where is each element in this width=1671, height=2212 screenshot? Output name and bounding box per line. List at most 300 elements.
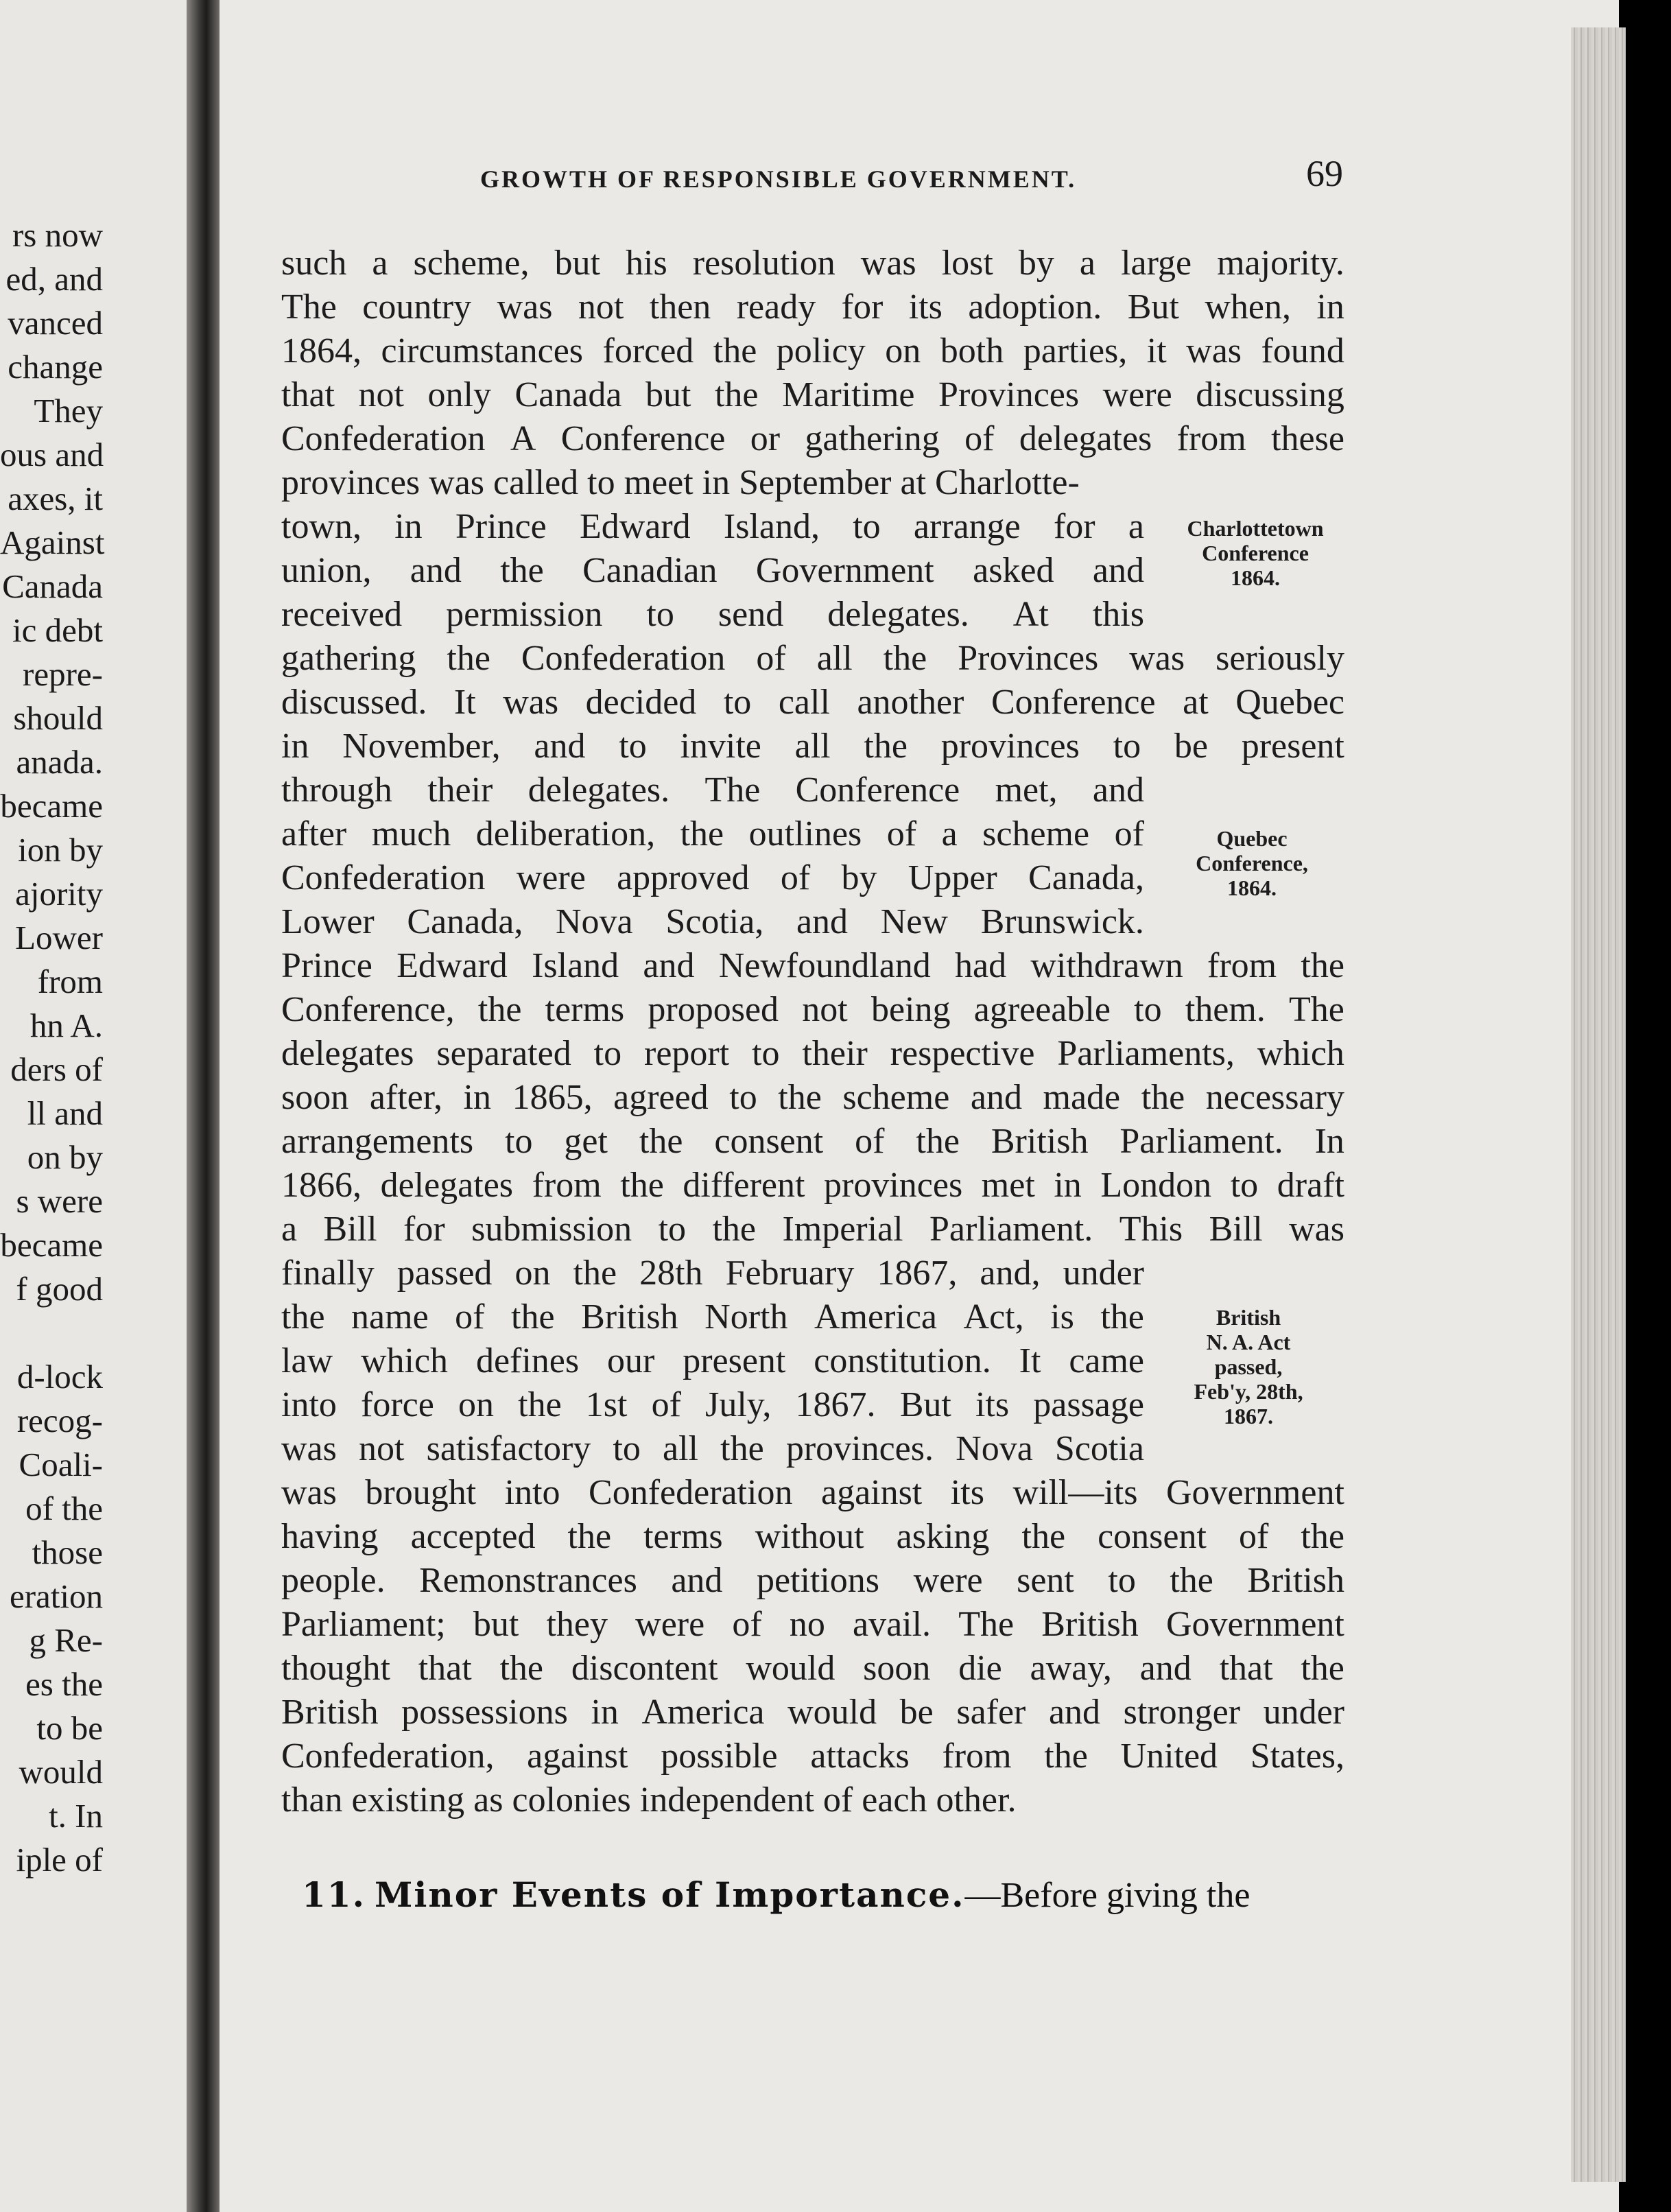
word: possible — [661, 1737, 778, 1776]
word: provinces — [940, 727, 1080, 766]
word: 28th — [639, 1254, 703, 1293]
left-page-line: to be — [36, 1709, 103, 1747]
left-page-line: became — [0, 787, 103, 825]
word: ready — [736, 287, 816, 327]
word: which — [1257, 1034, 1344, 1073]
word: of — [1239, 1517, 1269, 1556]
word: and — [1139, 1649, 1192, 1688]
word: Provinces — [958, 639, 1099, 678]
word: a — [281, 1210, 298, 1249]
body-line — [281, 508, 1144, 546]
left-page-line: ic debt — [12, 611, 103, 649]
word: The — [958, 1605, 1015, 1644]
left-page-fragment — [0, 0, 187, 2212]
word: Government — [1165, 1473, 1344, 1512]
word: seriously — [1216, 639, 1344, 678]
word: to — [646, 595, 674, 634]
margin-note-quebec — [1149, 826, 1355, 900]
word: provinces. — [785, 1429, 934, 1468]
word: to — [505, 1122, 533, 1161]
word: At — [1012, 595, 1049, 634]
word: its — [908, 287, 943, 327]
word: and — [796, 902, 849, 941]
word: Confederation — [281, 419, 486, 458]
word: North — [704, 1297, 788, 1337]
word: much — [371, 814, 451, 854]
word: were — [635, 1605, 705, 1644]
body-line — [281, 1518, 1344, 1556]
word: United — [1120, 1737, 1218, 1776]
word: on — [885, 331, 921, 370]
word: would — [787, 1693, 877, 1732]
word: from — [942, 1737, 1012, 1776]
word: that — [1219, 1649, 1273, 1688]
word: which — [360, 1341, 449, 1380]
word: was — [860, 244, 916, 283]
word: attacks — [810, 1737, 910, 1776]
word: outlines — [748, 814, 862, 854]
word: through — [281, 770, 392, 810]
word: invite — [680, 727, 761, 766]
word: not — [358, 375, 404, 414]
word: Parliament. — [1119, 1122, 1283, 1161]
word: only — [427, 375, 491, 414]
word: the — [1021, 1517, 1066, 1556]
word: Parliaments, — [1057, 1034, 1235, 1073]
word: scheme — [842, 1078, 950, 1117]
word: such — [281, 244, 347, 283]
word: the — [916, 1122, 960, 1161]
margin-note-line: passed, — [1214, 1354, 1283, 1379]
word: on — [458, 1385, 494, 1424]
left-page-line: became — [0, 1226, 103, 1264]
word: Confederation — [281, 858, 486, 897]
word: that — [281, 375, 335, 414]
word: the — [778, 1078, 822, 1117]
word: not — [802, 990, 848, 1029]
word: of — [855, 1122, 885, 1161]
word: Bill — [323, 1210, 377, 1249]
word: stronger — [1123, 1693, 1241, 1732]
word: discontent — [571, 1649, 718, 1688]
word: July, — [705, 1385, 772, 1424]
word: the — [573, 1254, 617, 1293]
body-line — [281, 1166, 1344, 1205]
word: but — [554, 244, 600, 283]
word: of — [964, 419, 995, 458]
word: to — [729, 1078, 757, 1117]
word: the — [518, 1385, 562, 1424]
word: delegates — [1019, 419, 1152, 458]
word: and — [643, 946, 695, 985]
word: In — [1314, 1122, 1344, 1161]
word: in — [463, 1078, 491, 1117]
word: draft — [1277, 1166, 1344, 1205]
word: The — [281, 287, 337, 327]
word: being — [870, 990, 951, 1029]
margin-note-line: Quebec — [1216, 826, 1288, 851]
word: name — [351, 1297, 429, 1337]
word: present — [683, 1341, 786, 1380]
word: our — [606, 1341, 655, 1380]
word: and, — [980, 1254, 1041, 1293]
word: Confederation — [521, 639, 726, 678]
word: satisfactory — [426, 1429, 591, 1468]
body-line — [281, 1210, 1344, 1249]
word: consent — [1098, 1517, 1207, 1556]
word: British — [1041, 1605, 1139, 1644]
word: to — [853, 507, 881, 546]
margin-note-line: Feb'y, 28th, — [1194, 1379, 1303, 1404]
word: Lower — [281, 902, 375, 941]
word: petitions — [756, 1561, 880, 1600]
word: of — [732, 1605, 762, 1644]
word: States, — [1250, 1737, 1344, 1776]
word: lost — [941, 244, 993, 283]
body-line — [281, 1079, 1344, 1117]
word: Confederation — [589, 1473, 793, 1512]
word: It — [1019, 1341, 1041, 1380]
word: was — [281, 1429, 337, 1468]
word: But — [899, 1385, 951, 1424]
margin-note-line: Conference — [1202, 541, 1309, 565]
margin-note-bna-act — [1146, 1305, 1351, 1428]
left-page-line: iple of — [16, 1841, 103, 1879]
word: asked — [973, 551, 1054, 590]
word: under — [1063, 1254, 1144, 1293]
word: was — [503, 683, 559, 722]
word: to — [1108, 1561, 1136, 1600]
left-page-line: ajority — [15, 875, 103, 913]
word: 1866, — [281, 1166, 362, 1205]
word: But — [1127, 287, 1179, 327]
word: were — [913, 1561, 983, 1600]
word: 1864, — [281, 331, 362, 370]
word: parties, — [1023, 331, 1128, 370]
word: passed — [396, 1254, 493, 1293]
section-continuation: —Before giving the — [964, 1876, 1251, 1915]
word: the — [864, 727, 908, 766]
word: the — [720, 1429, 764, 1468]
left-page-line: axes, it — [8, 480, 103, 517]
word: Act, — [963, 1297, 1024, 1337]
word: to — [752, 1034, 780, 1073]
word: had — [955, 946, 1007, 985]
left-page-line: recog- — [16, 1402, 103, 1439]
word: to — [1230, 1166, 1259, 1205]
word: British — [991, 1122, 1089, 1161]
left-page-line: would — [19, 1753, 103, 1791]
word: discussing — [1196, 375, 1344, 414]
body-line — [281, 947, 1344, 985]
word: force — [361, 1385, 434, 1424]
margin-note-line: Conference, — [1196, 851, 1308, 875]
word: met, — [995, 770, 1058, 810]
word: resolution — [692, 244, 836, 283]
word: it — [1146, 331, 1167, 370]
word: Upper — [908, 858, 997, 897]
word: thought — [281, 1649, 390, 1688]
word: to — [613, 1429, 641, 1468]
word: Scotia, — [665, 902, 764, 941]
body-line — [281, 288, 1344, 327]
word: Canada, — [407, 902, 523, 941]
word: all — [816, 639, 853, 678]
word: present — [1241, 727, 1344, 766]
left-page-line: g Re- — [29, 1621, 103, 1659]
word: be — [1174, 727, 1208, 766]
word: permission — [446, 595, 603, 634]
body-line — [281, 1737, 1344, 1776]
word: the — [1301, 946, 1344, 985]
word: but — [645, 375, 691, 414]
word: report — [644, 1034, 730, 1073]
word: agreeable — [973, 990, 1111, 1029]
word: were — [516, 858, 586, 897]
word: the — [639, 1122, 683, 1161]
word: call — [778, 683, 830, 722]
word: was — [281, 1473, 337, 1512]
word: of — [886, 814, 917, 854]
margin-note-line: British — [1216, 1305, 1281, 1330]
word: came — [1069, 1341, 1144, 1380]
word: Confederation, — [281, 1737, 495, 1776]
body-line — [281, 1386, 1144, 1424]
body-line — [281, 420, 1344, 458]
word: Government — [1165, 1605, 1344, 1644]
body-line — [281, 1649, 1344, 1688]
word: safer — [956, 1693, 1026, 1732]
word: to — [593, 1034, 622, 1073]
word: delegates — [380, 1166, 514, 1205]
word: to — [1113, 727, 1141, 766]
word: their — [427, 770, 493, 810]
word: send — [718, 595, 784, 634]
word: die — [958, 1649, 1002, 1688]
word: in — [394, 507, 423, 546]
word: Prince — [281, 946, 372, 985]
body-line — [281, 1562, 1344, 1600]
word: and — [970, 1078, 1022, 1117]
word: the — [1141, 1078, 1185, 1117]
body-line — [281, 244, 1344, 283]
left-page-line: Coali- — [19, 1446, 103, 1483]
word: and — [1092, 770, 1144, 810]
word: the — [1301, 1649, 1344, 1688]
word: Conference — [991, 683, 1156, 722]
word: brought — [365, 1473, 477, 1512]
book-gutter — [187, 0, 220, 2212]
word: Island, — [723, 507, 820, 546]
word: in — [1054, 1166, 1082, 1205]
left-page-line: on by — [27, 1138, 103, 1176]
page-edges — [1571, 27, 1626, 2182]
word: the — [499, 1649, 544, 1688]
word: circumstances — [381, 331, 584, 370]
word: Scotia — [1054, 1429, 1144, 1468]
word: Nova — [556, 902, 633, 941]
word: gathering — [805, 419, 940, 458]
word: was — [497, 287, 553, 327]
word: asking — [896, 1517, 990, 1556]
word: delegates. — [528, 770, 670, 810]
margin-note-line: 1867. — [1224, 1404, 1273, 1428]
word: against — [821, 1473, 923, 1512]
left-page-line: d-lock — [16, 1358, 103, 1396]
left-page-line: Lower — [15, 919, 103, 956]
word: and — [410, 551, 462, 590]
word: delegates. — [827, 595, 969, 634]
word: the — [1170, 1561, 1213, 1600]
word: for — [1053, 507, 1095, 546]
word: into — [504, 1473, 560, 1512]
margin-note-charlottetown — [1152, 516, 1358, 590]
left-page-line: rs now — [12, 216, 103, 254]
word: be — [899, 1693, 934, 1732]
word: provinces — [824, 1166, 963, 1205]
word: for — [403, 1210, 445, 1249]
word: approved — [617, 858, 750, 897]
word: necessary — [1205, 1078, 1344, 1117]
word: Brunswick. — [980, 902, 1144, 941]
word: its — [975, 1385, 1010, 1424]
word: will—its — [1012, 1473, 1138, 1512]
word: British — [1247, 1561, 1344, 1600]
body-line: provinces was called to meet in September at Charlotte- — [281, 463, 1080, 502]
word: 1867, — [877, 1254, 958, 1293]
body-line — [281, 1693, 1344, 1732]
margin-note-line: N. A. Act — [1206, 1330, 1291, 1354]
word: It — [453, 683, 476, 722]
word: proposed — [648, 990, 779, 1029]
word: London — [1100, 1166, 1212, 1205]
word: consent — [714, 1122, 824, 1161]
body-line: than existing as colonies independent of each other. — [281, 1780, 1017, 1820]
left-page-line: ders of — [10, 1050, 103, 1088]
word: is — [1050, 1297, 1074, 1337]
margin-note-line: 1864. — [1227, 875, 1277, 900]
word: Conference, — [281, 990, 455, 1029]
word: This — [1119, 1210, 1183, 1249]
body-line — [281, 727, 1344, 766]
word: Maritime — [782, 375, 915, 414]
word: avail. — [853, 1605, 932, 1644]
word: The — [1289, 990, 1344, 1029]
word: New — [880, 902, 948, 941]
word: defines — [475, 1341, 580, 1380]
word: November, — [342, 727, 501, 766]
word: 1st — [585, 1385, 628, 1424]
body-line — [281, 859, 1144, 897]
word: different — [683, 1166, 805, 1205]
word: February — [725, 1254, 855, 1293]
word: received — [281, 595, 403, 634]
word: the — [567, 1517, 612, 1556]
left-page-line: from — [37, 963, 103, 1000]
word: British — [581, 1297, 678, 1337]
body-line — [281, 1430, 1144, 1468]
word: from — [1207, 946, 1277, 985]
body-line — [281, 991, 1344, 1029]
word: scheme — [982, 814, 1090, 854]
word: passage — [1033, 1385, 1144, 1424]
left-page-line: ion by — [18, 831, 103, 869]
word: this — [1092, 595, 1144, 634]
word: of — [455, 1297, 485, 1337]
word: of — [780, 858, 811, 897]
word: against — [527, 1737, 628, 1776]
section-heading — [302, 1874, 1250, 1916]
word: the — [620, 1166, 664, 1205]
left-page-line: Canada — [2, 567, 103, 605]
word: under — [1263, 1693, 1344, 1732]
word: arrangements — [281, 1122, 474, 1161]
body-line — [281, 815, 1144, 854]
page-number: 69 — [1306, 153, 1343, 194]
left-page-line: vanced — [8, 304, 103, 342]
word: possessions — [401, 1693, 568, 1732]
word: by — [841, 858, 877, 897]
word: for — [841, 287, 884, 327]
word: the — [1100, 1297, 1144, 1337]
word: discussed. — [281, 683, 427, 722]
word: the — [713, 331, 757, 370]
word: in — [281, 727, 309, 766]
body-line — [281, 1254, 1144, 1293]
word: on — [514, 1254, 551, 1293]
word: Canada, — [1028, 858, 1144, 897]
body-line — [281, 596, 1144, 634]
left-page-line: hn A. — [29, 1007, 103, 1044]
body-line — [281, 683, 1344, 722]
left-page-line: repre- — [23, 655, 103, 693]
word: at — [1183, 683, 1209, 722]
body-line — [281, 903, 1144, 941]
word: Conference — [795, 770, 960, 810]
word: the — [1301, 1517, 1344, 1556]
word: British — [281, 1693, 379, 1732]
word: to — [723, 683, 752, 722]
word: accepted — [410, 1517, 536, 1556]
word: the — [281, 1297, 325, 1337]
word: a — [372, 244, 388, 283]
left-page-line: t. In — [49, 1797, 103, 1835]
word: Government — [755, 551, 934, 590]
word: its — [950, 1473, 984, 1512]
word: Imperial — [782, 1210, 903, 1249]
word: constitution. — [814, 1341, 991, 1380]
word: a — [1128, 507, 1144, 546]
word: The — [704, 770, 761, 810]
word: delegates — [281, 1034, 414, 1073]
body-line — [281, 552, 1144, 590]
word: in — [1316, 287, 1344, 327]
left-page-line: of the — [25, 1490, 103, 1527]
word: Prince — [455, 507, 547, 546]
word: when, — [1205, 287, 1291, 327]
word: of — [756, 639, 786, 678]
word: the — [477, 990, 522, 1029]
word: was — [1129, 639, 1185, 678]
word: were — [1102, 375, 1172, 414]
word: found — [1261, 331, 1344, 370]
word: the — [511, 1297, 555, 1337]
word: both — [940, 331, 1004, 370]
word: they — [546, 1605, 608, 1644]
body-line — [281, 1605, 1344, 1644]
word: without — [755, 1517, 864, 1556]
word: gathering — [281, 639, 416, 678]
